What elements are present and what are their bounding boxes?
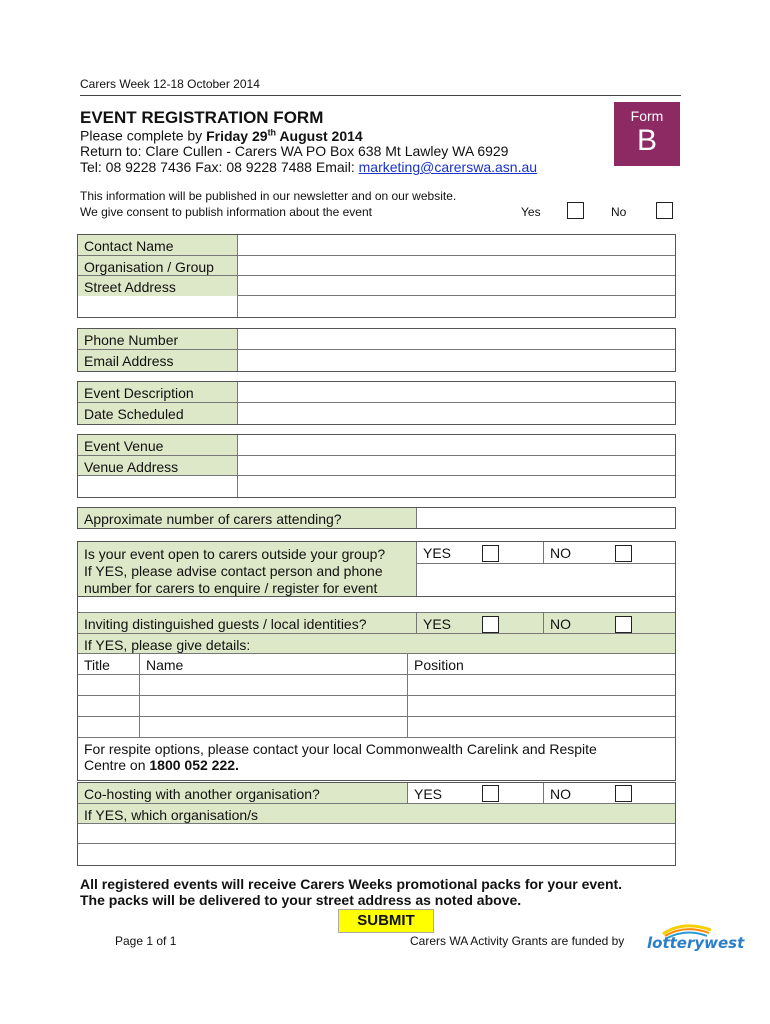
open-no-checkbox[interactable] xyxy=(615,545,632,562)
organisation-input[interactable] xyxy=(238,256,675,276)
consent-no-checkbox[interactable] xyxy=(656,202,673,219)
venue-address-input[interactable] xyxy=(238,456,675,476)
open-advise-2: number for carers to enquire / register for event xyxy=(84,580,378,596)
cohost-yes-label: YES xyxy=(414,786,443,802)
deadline-day: Friday 29 xyxy=(206,127,268,144)
carers-count-input[interactable] xyxy=(417,508,675,528)
open-question-cell xyxy=(78,542,417,598)
cohost-yes-checkbox[interactable] xyxy=(482,785,499,802)
open-yes-cell xyxy=(417,542,544,564)
organisation-label: Organisation / Group xyxy=(78,256,238,276)
respite-centre: Centre on xyxy=(84,757,150,773)
tel-fax: Tel: 08 9228 7436 Fax: 08 9228 7488 Email: xyxy=(80,159,359,175)
form-title: EVENT REGISTRATION FORM xyxy=(80,108,324,127)
respite-phone: 1800 052 222. xyxy=(149,757,239,773)
promo-note-2: The packs will be delivered to your street address as noted above. xyxy=(80,892,522,908)
badge-letter: B xyxy=(636,124,657,157)
guest-3-name[interactable] xyxy=(140,717,408,738)
date-scheduled-input[interactable] xyxy=(238,403,675,424)
cohost-no-label: NO xyxy=(550,786,571,802)
guest-1-title[interactable] xyxy=(78,675,140,696)
respite-line2 xyxy=(84,757,675,773)
respite-line1: For respite options, please contact your local Commonwealth Carelink and Respite xyxy=(84,741,597,757)
cohost-no-checkbox[interactable] xyxy=(615,785,632,802)
publish-note: This information will be published in our newsletter and on our website. xyxy=(80,189,457,203)
funded-by-text: Carers WA Activity Grants are funded by xyxy=(410,934,625,948)
consent-no-label: No xyxy=(611,205,627,219)
respite-note xyxy=(78,738,675,780)
contact-line xyxy=(80,159,537,175)
open-yes-checkbox[interactable] xyxy=(482,545,499,562)
event-block xyxy=(77,381,676,425)
street-address-line2-input[interactable] xyxy=(238,296,675,317)
open-block xyxy=(77,541,676,599)
open-no-cell xyxy=(544,542,675,564)
open-contact-input[interactable] xyxy=(417,564,675,598)
deadline-prefix: Please complete by xyxy=(80,127,207,144)
guests-yes-checkbox[interactable] xyxy=(482,616,499,633)
guest-2-position[interactable] xyxy=(408,696,675,717)
street-address-label: Street Address xyxy=(78,276,238,296)
phone-label: Phone Number xyxy=(78,329,238,350)
open-question: Is your event open to carers outside your group? xyxy=(84,546,386,562)
guest-1-position[interactable] xyxy=(408,675,675,696)
guests-no-cell xyxy=(544,613,675,634)
cohost-org-input-2[interactable] xyxy=(78,844,675,865)
phone-block xyxy=(77,328,676,372)
submit-button[interactable]: SUBMIT xyxy=(338,909,434,933)
email-link[interactable]: marketing@carerswa.asn.au xyxy=(358,159,538,175)
lotterywest-logo xyxy=(645,922,745,957)
guests-block xyxy=(77,596,676,781)
header-divider xyxy=(80,95,681,96)
street-address-extra-label xyxy=(78,296,238,317)
email-input[interactable] xyxy=(238,350,675,371)
guest-2-title[interactable] xyxy=(78,696,140,717)
cohost-block xyxy=(77,782,676,866)
lotterywest-wordmark: lotterywest xyxy=(647,934,745,952)
cohost-yes-cell xyxy=(408,783,544,804)
guests-no-checkbox[interactable] xyxy=(615,616,632,633)
phone-input[interactable] xyxy=(238,329,675,350)
guests-yes-label: YES xyxy=(423,616,452,632)
contact-block xyxy=(77,234,676,318)
open-advise-1: If YES, please advise contact person and phone xyxy=(84,563,383,579)
carers-count-label: Approximate number of carers attending? xyxy=(78,508,417,528)
date-scheduled-label: Date Scheduled xyxy=(78,403,238,424)
venue-address-label: Venue Address xyxy=(78,456,238,476)
cohost-question: Co-hosting with another organisation? xyxy=(78,783,408,804)
form-b-badge xyxy=(614,102,680,166)
guests-question: Inviting distinguished guests / local identities? xyxy=(78,613,417,634)
page-number: Page 1 of 1 xyxy=(115,934,177,948)
contact-name-label: Contact Name xyxy=(78,235,238,256)
open-yes-label: YES xyxy=(423,545,452,561)
consent-statement: We give consent to publish information about the event xyxy=(80,205,372,219)
deadline-sup: th xyxy=(267,127,277,137)
guest-3-position[interactable] xyxy=(408,717,675,738)
carers-block xyxy=(77,507,676,529)
cohost-no-cell xyxy=(544,783,675,804)
badge-word: Form xyxy=(630,108,664,124)
venue-spacer xyxy=(78,476,238,497)
event-venue-label: Event Venue xyxy=(78,435,238,456)
guests-col-title: Title xyxy=(78,654,140,675)
guest-2-name[interactable] xyxy=(140,696,408,717)
venue-address-line2-input[interactable] xyxy=(238,476,675,497)
event-description-input[interactable] xyxy=(238,382,675,403)
deadline-month: August 2014 xyxy=(276,127,363,144)
guest-3-title[interactable] xyxy=(78,717,140,738)
consent-yes-checkbox[interactable] xyxy=(567,202,584,219)
event-description-label: Event Description xyxy=(78,382,238,403)
guests-spacer xyxy=(78,597,675,613)
guests-col-name: Name xyxy=(140,654,408,675)
deadline-line xyxy=(80,127,363,144)
guests-yes-cell xyxy=(417,613,544,634)
contact-name-input[interactable] xyxy=(238,235,675,256)
lotterywest-logo-icon xyxy=(645,922,745,952)
event-venue-input[interactable] xyxy=(238,435,675,456)
event-week-header: Carers Week 12-18 October 2014 xyxy=(80,77,260,91)
cohost-org-input-1[interactable] xyxy=(78,824,675,844)
venue-block xyxy=(77,434,676,498)
guests-col-position: Position xyxy=(408,654,675,675)
street-address-input[interactable] xyxy=(238,276,675,296)
guests-no-label: NO xyxy=(550,616,571,632)
guests-details-label: If YES, please give details: xyxy=(78,634,675,654)
email-label: Email Address xyxy=(78,350,238,371)
promo-note-1: All registered events will receive Carers Weeks promotional packs for your event. xyxy=(80,876,623,892)
guest-1-name[interactable] xyxy=(140,675,408,696)
consent-yes-label: Yes xyxy=(521,205,541,219)
return-address: Return to: Clare Cullen - Carers WA PO Box 638 Mt Lawley WA 6929 xyxy=(80,143,509,159)
open-no-label: NO xyxy=(550,545,571,561)
cohost-which-label: If YES, which organisation/s xyxy=(78,804,675,824)
